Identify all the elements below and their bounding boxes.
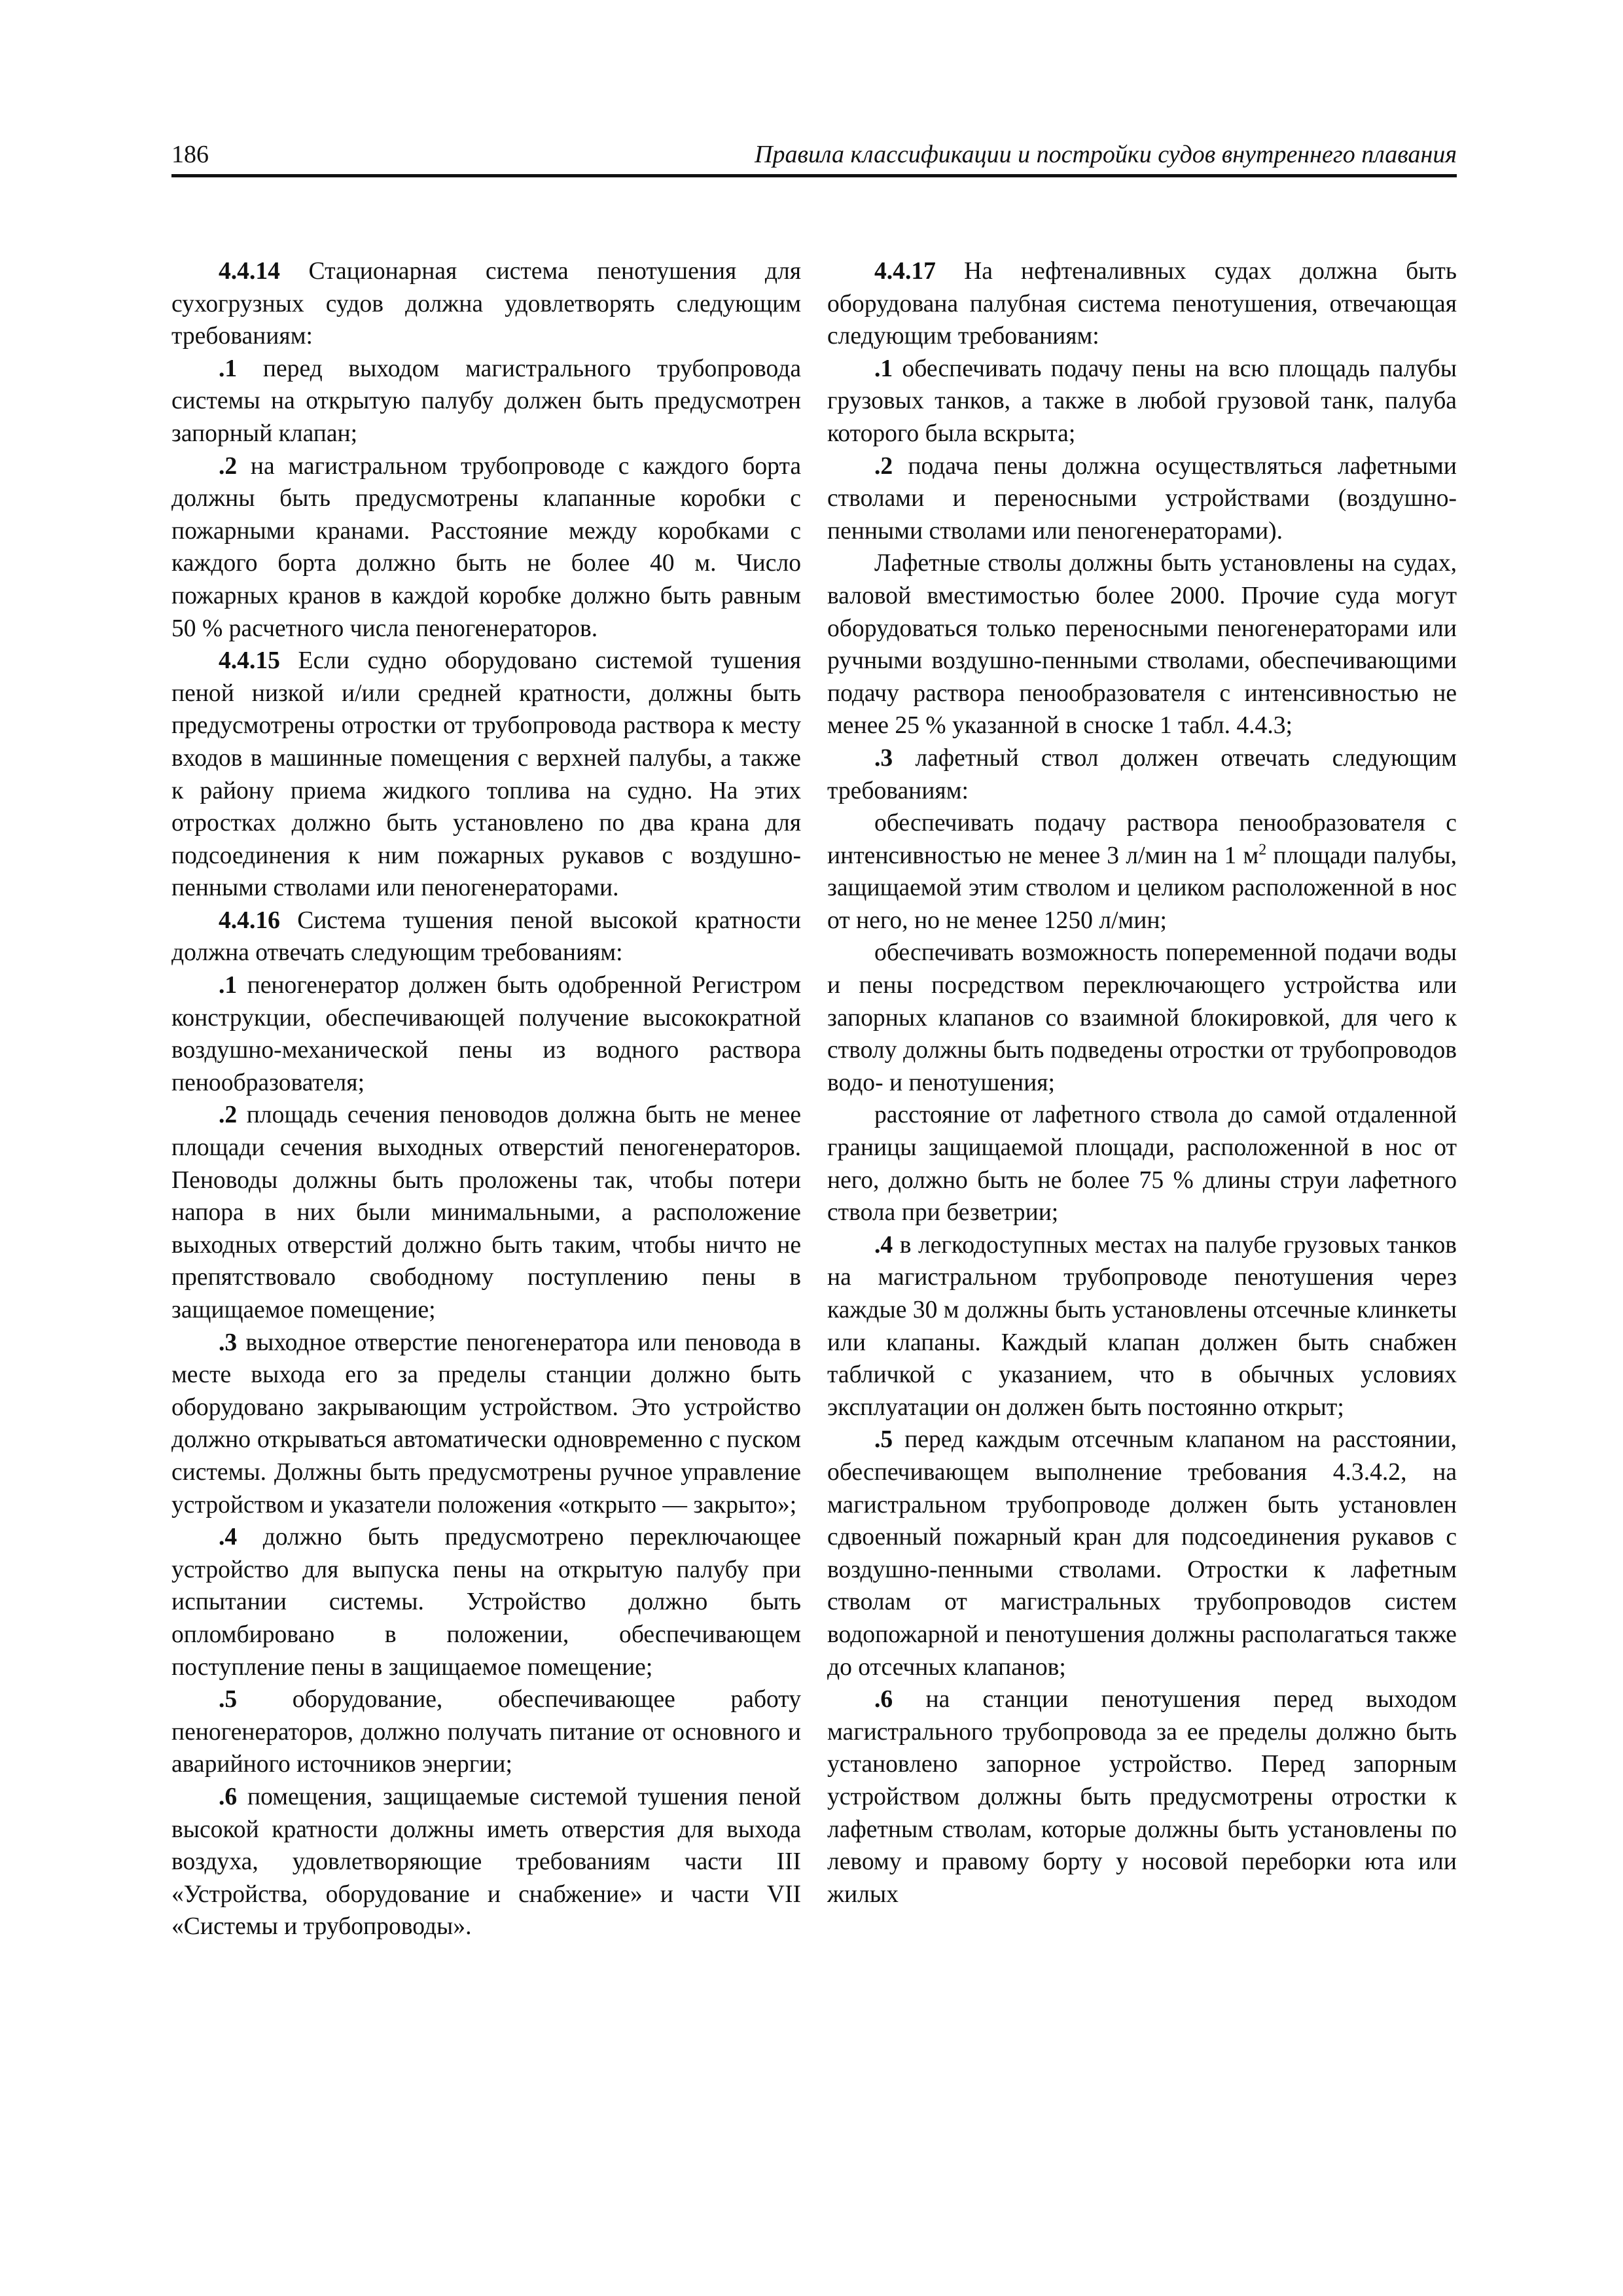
page-number: 186 [171,141,209,168]
requirement-alternate-supply: обеспечивать возможность попеременной подачи воды и пены посредством переключающего устройства или запорных клапанов со взаимной блокировкой, для чего к стволу должны быть подведены отростки от трубопроводов водо- и пенотушения; [827,939,1457,1096]
list-item-2: .2 подача пены должна осуществляться лафетными стволами и переносными устройствами (воздушно-пенными стволами или пеногенераторами). [827,452,1457,545]
list-item-3: .3 выходное отверстие пеногенератора или пеновода в месте выхода его за пределы станции должно быть оборудовано закрывающим устройством. Это устройство должно открываться автоматически одновременно с пуском системы. Должны быть предусмотрены ручное управление устройством и указатели положения «открыто — закрыто»; [171,1329,801,1518]
paragraph-4-4-15: 4.4.15 Если судно оборудовано системой тушения пеной низкой и/или средней кратности, должны быть предусмотрены отростки от трубопровода раствора к месту входов в машинные помещения с верхней палубы, а также к району приема жидкого топлива на судно. На этих отростках должно быть установлено по два крана для подсоединения к ним пожарных рукавов с воздушно-пенными стволами или пеногенераторами. [171,647,801,902]
paragraph-monitors: Лафетные стволы должны быть установлены на судах, валовой вместимостью более 2000. Прочие суда могут оборудоваться только переносными пеногенераторами или ручными воздушно-пенными стволами, обеспечивающими подачу раствора пенообразователя с интенсивностью не менее 25 % указанной в сноске 1 табл. 4.4.3; [827,550,1457,740]
list-item-1: .1 обеспечивать подачу пены на всю площадь палубы грузовых танков, а также в любой грузовой танк, палуба которого была вскрыта; [827,355,1457,447]
page-header [171,140,1457,179]
running-title: Правила классификации и постройки судов внутреннего плавания [755,141,1457,168]
list-item-6: .6 на станции пенотушения перед выходом магистрального трубопровода за ее пределы должно быть установлено запорное устройство. Перед запорным устройством должны быть предусмотрены отростки к лафетным стволам, которые должны быть установлены по левому и правому борту у носовой переборки юта или жилых [827,1686,1457,1908]
left-column [171,255,801,1943]
paragraph-4-4-16: 4.4.16 Система тушения пеной высокой кратности должна отвечать следующим требованиям: [171,906,801,967]
header-rule [171,174,1457,177]
requirement-distance: расстояние от лафетного ствола до самой отдаленной границы защищаемой площади, расположенной в нос от него, должно быть не более 75 % длины струи лафетного ствола при безветрии; [827,1102,1457,1227]
right-column [827,255,1457,1910]
list-item-3: .3 лафетный ствол должен отвечать следующим требованиям: [827,744,1457,804]
list-item-1: .1 пеногенератор должен быть одобренной Регистром конструкции, обеспечивающей получение высокократной воздушно-механической пены из водного раствора пенообразователя; [171,972,801,1096]
paragraph-4-4-14: 4.4.14 Стационарная система пенотушения для сухогрузных судов должна удовлетворять следующим требованиям: [171,258,801,350]
paragraph-4-4-17: 4.4.17 На нефтеналивных судах должна быть оборудована палубная система пенотушения, отвечающая следующим требованиям: [827,258,1457,350]
list-item-5: .5 перед каждым отсечным клапаном на расстоянии, обеспечивающем выполнение требования 4.3.4.2, на магистральном трубопроводе должен быть установлен сдвоенный пожарный кран для подсоединения рукавов с воздушно-пенными стволами. Отростки к лафетным стволам от магистральных трубопроводов систем водопожарной и пенотушения должны располагаться также до отсечных клапанов; [827,1426,1457,1681]
list-item-2: .2 на магистральном трубопроводе с каждого борта должны быть предусмотрены клапанные коробки с пожарными кранами. Расстояние между коробками с каждого борта должно быть не более 40 м. Число пожарных кранов в каждой коробке должно быть равным 50 % расчетного числа пеногенераторов. [171,452,801,642]
list-item-2: .2 площадь сечения пеноводов должна быть не менее площади сечения выходных отверстий пеногенераторов. Пеноводы должны быть проложены так, чтобы потери напора в них были минимальными, а расположение выходных отверстий должно быть таким, чтобы ничто не препятствовало свободному поступлению пены в защищаемое помещение; [171,1102,801,1323]
list-item-1: .1 перед выходом магистрального трубопровода системы на открытую палубу должен быть предусмотрен запорный клапан; [171,355,801,447]
list-item-5: .5 оборудование, обеспечивающее работу пеногенераторов, должно получать питание от основного и аварийного источников энергии; [171,1686,801,1778]
list-item-4: .4 в легкодоступных местах на палубе грузовых танков на магистральном трубопроводе пенотушения через каждые 30 м должны быть установлены отсечные клинкеты или клапаны. Каждый клапан должен быть снабжен табличкой с указанием, что в обычных условиях эксплуатации он должен быть постоянно открыт; [827,1231,1457,1421]
list-item-4: .4 должно быть предусмотрено переключающее устройство для выпуска пены на открытую палубу при испытании системы. Устройство должно быть опломбировано в положении, обеспечивающем поступление пены в защищаемое помещение; [171,1524,801,1681]
list-item-6: .6 помещения, защищаемые системой тушения пеной высокой кратности должны иметь отверстия для выхода воздуха, удовлетворяющие требованиям части III «Устройства, оборудование и снабжение» и части VII «Системы и трубопроводы». [171,1783,801,1941]
requirement-intensity: обеспечивать подачу раствора пенообразователя с интенсивностью не менее 3 л/мин на 1 $м^2$ площади палубы, защищаемой этим стволом и целиком расположенной в нос от него, но не менее 1250 л/мин; [827,810,1457,934]
